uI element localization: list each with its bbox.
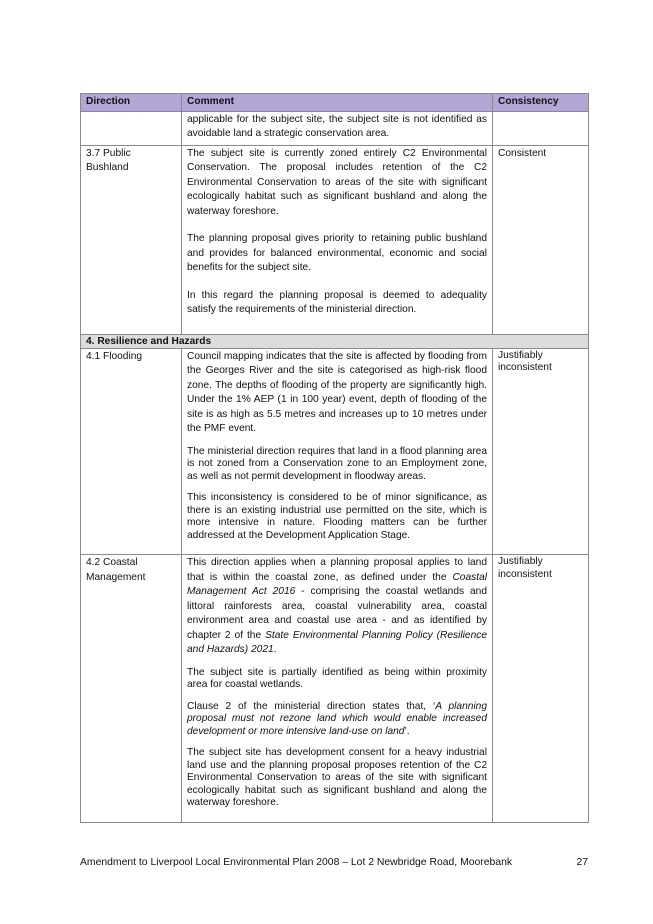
comment-paragraph: This direction applies when a planning proposal applies to land that is within the coastal zone, as defined under the Coastal Management Act 2016 - comprising the coastal wetlands and littoral rainforests area, coastal vulnerability area, coastal environment area and coastal use area - and as identified by chapter 2 of the State Environmental Planning Policy (Resilience and Hazards) 2021. xyxy=(187,557,487,655)
consistency-4-2: Justifiably inconsistent xyxy=(493,555,589,823)
header-consistency: Consistency xyxy=(493,94,589,112)
direction-4-1: 4.1 Flooding xyxy=(81,348,182,555)
consistency-4-1: Justifiably inconsistent xyxy=(493,348,589,555)
direction-4-2: 4.2 Coastal Management xyxy=(81,555,182,823)
header-direction: Direction xyxy=(81,94,182,112)
act-name: Coastal Management Act 2016 xyxy=(187,571,487,597)
comment-paragraph: This inconsistency is considered to be of minor significance, as there is an existing industrial use permitted on the site, which is more intensive in nature. Flooding matters can be further addressed at the Development Application Stage. xyxy=(187,492,487,541)
comment-3-7 xyxy=(182,145,493,334)
comment-paragraph: The ministerial direction requires that land in a flood planning area is not zoned from a Conservation zone to an Employment zone, as well as not permit development in floodway areas. xyxy=(187,445,487,482)
comment-paragraph: The subject site has development consent for a heavy industrial land use and the planning proposal proposes retention of the C2 Environmental Conservation to areas of the site with significant ecologically habitat such as significant bushland and along the waterway foreshore. xyxy=(187,747,487,808)
table-row-4-2 xyxy=(81,555,589,823)
quoted-clause: A planning proposal must not rezone land which would enable increased development or more intensive land-use on land xyxy=(187,700,487,737)
comment-paragraph: Clause 2 of the ministerial direction states that, ‘A planning proposal must not rezone land which would enable increased development or more intensive land-use on land’. xyxy=(187,700,487,737)
comment-paragraph: Council mapping indicates that the site is affected by flooding from the Georges River and the site is categorised as high-risk flood zone. The depths of flooding of the property are significantly high. Under the 1% AEP (1 in 100 year) event, depth of flooding of the site is as high as 5.5 metres and increases up to 10 metres under the PMF event. xyxy=(187,350,487,434)
cell-consistency-empty xyxy=(493,111,589,145)
footer-title: Amendment to Liverpool Local Environmental Plan 2008 – Lot 2 Newbridge Road, Moorebank xyxy=(80,857,513,868)
comment-4-2 xyxy=(182,555,493,823)
comment-paragraph: The subject site is partially identified as being within proximity area for coastal wetlands. xyxy=(187,666,487,690)
table-row-continued xyxy=(81,111,589,145)
consistency-3-7: Consistent xyxy=(493,145,589,334)
direction-3-7: 3.7 Public Bushland xyxy=(81,145,182,334)
section-4-title: 4. Resilience and Hazards xyxy=(81,334,589,348)
comment-paragraph: The planning proposal gives priority to retaining public bushland and provides for balanced environmental, economic and social benefits for the subject site. xyxy=(187,233,487,273)
comment-paragraph: The subject site is currently zoned entirely C2 Environmental Conservation. The proposal includes retention of the C2 Environmental Conservation to areas of the site with significant ecologically habitat such as significant bushland and along the waterway foreshore. xyxy=(187,147,487,217)
table-row-3-7 xyxy=(81,145,589,334)
section-heading-row xyxy=(81,334,589,348)
cell-comment xyxy=(182,111,493,145)
page-footer xyxy=(80,857,588,868)
sepp-name: State Environmental Planning Policy (Resilience and Hazards) 2021 xyxy=(187,629,487,655)
directions-table xyxy=(80,93,589,823)
comment-paragraph: applicable for the subject site, the subject site is not identified as avoidable land a strategic conservation area. xyxy=(187,113,487,139)
header-comment: Comment xyxy=(182,94,493,112)
table-row-4-1 xyxy=(81,348,589,555)
comment-4-1 xyxy=(182,348,493,555)
page-number: 27 xyxy=(576,857,588,868)
cell-direction-empty xyxy=(81,111,182,145)
table-header-row xyxy=(81,94,589,112)
comment-paragraph: In this regard the planning proposal is deemed to adequality satisfy the requirements of the ministerial direction. xyxy=(187,289,487,315)
